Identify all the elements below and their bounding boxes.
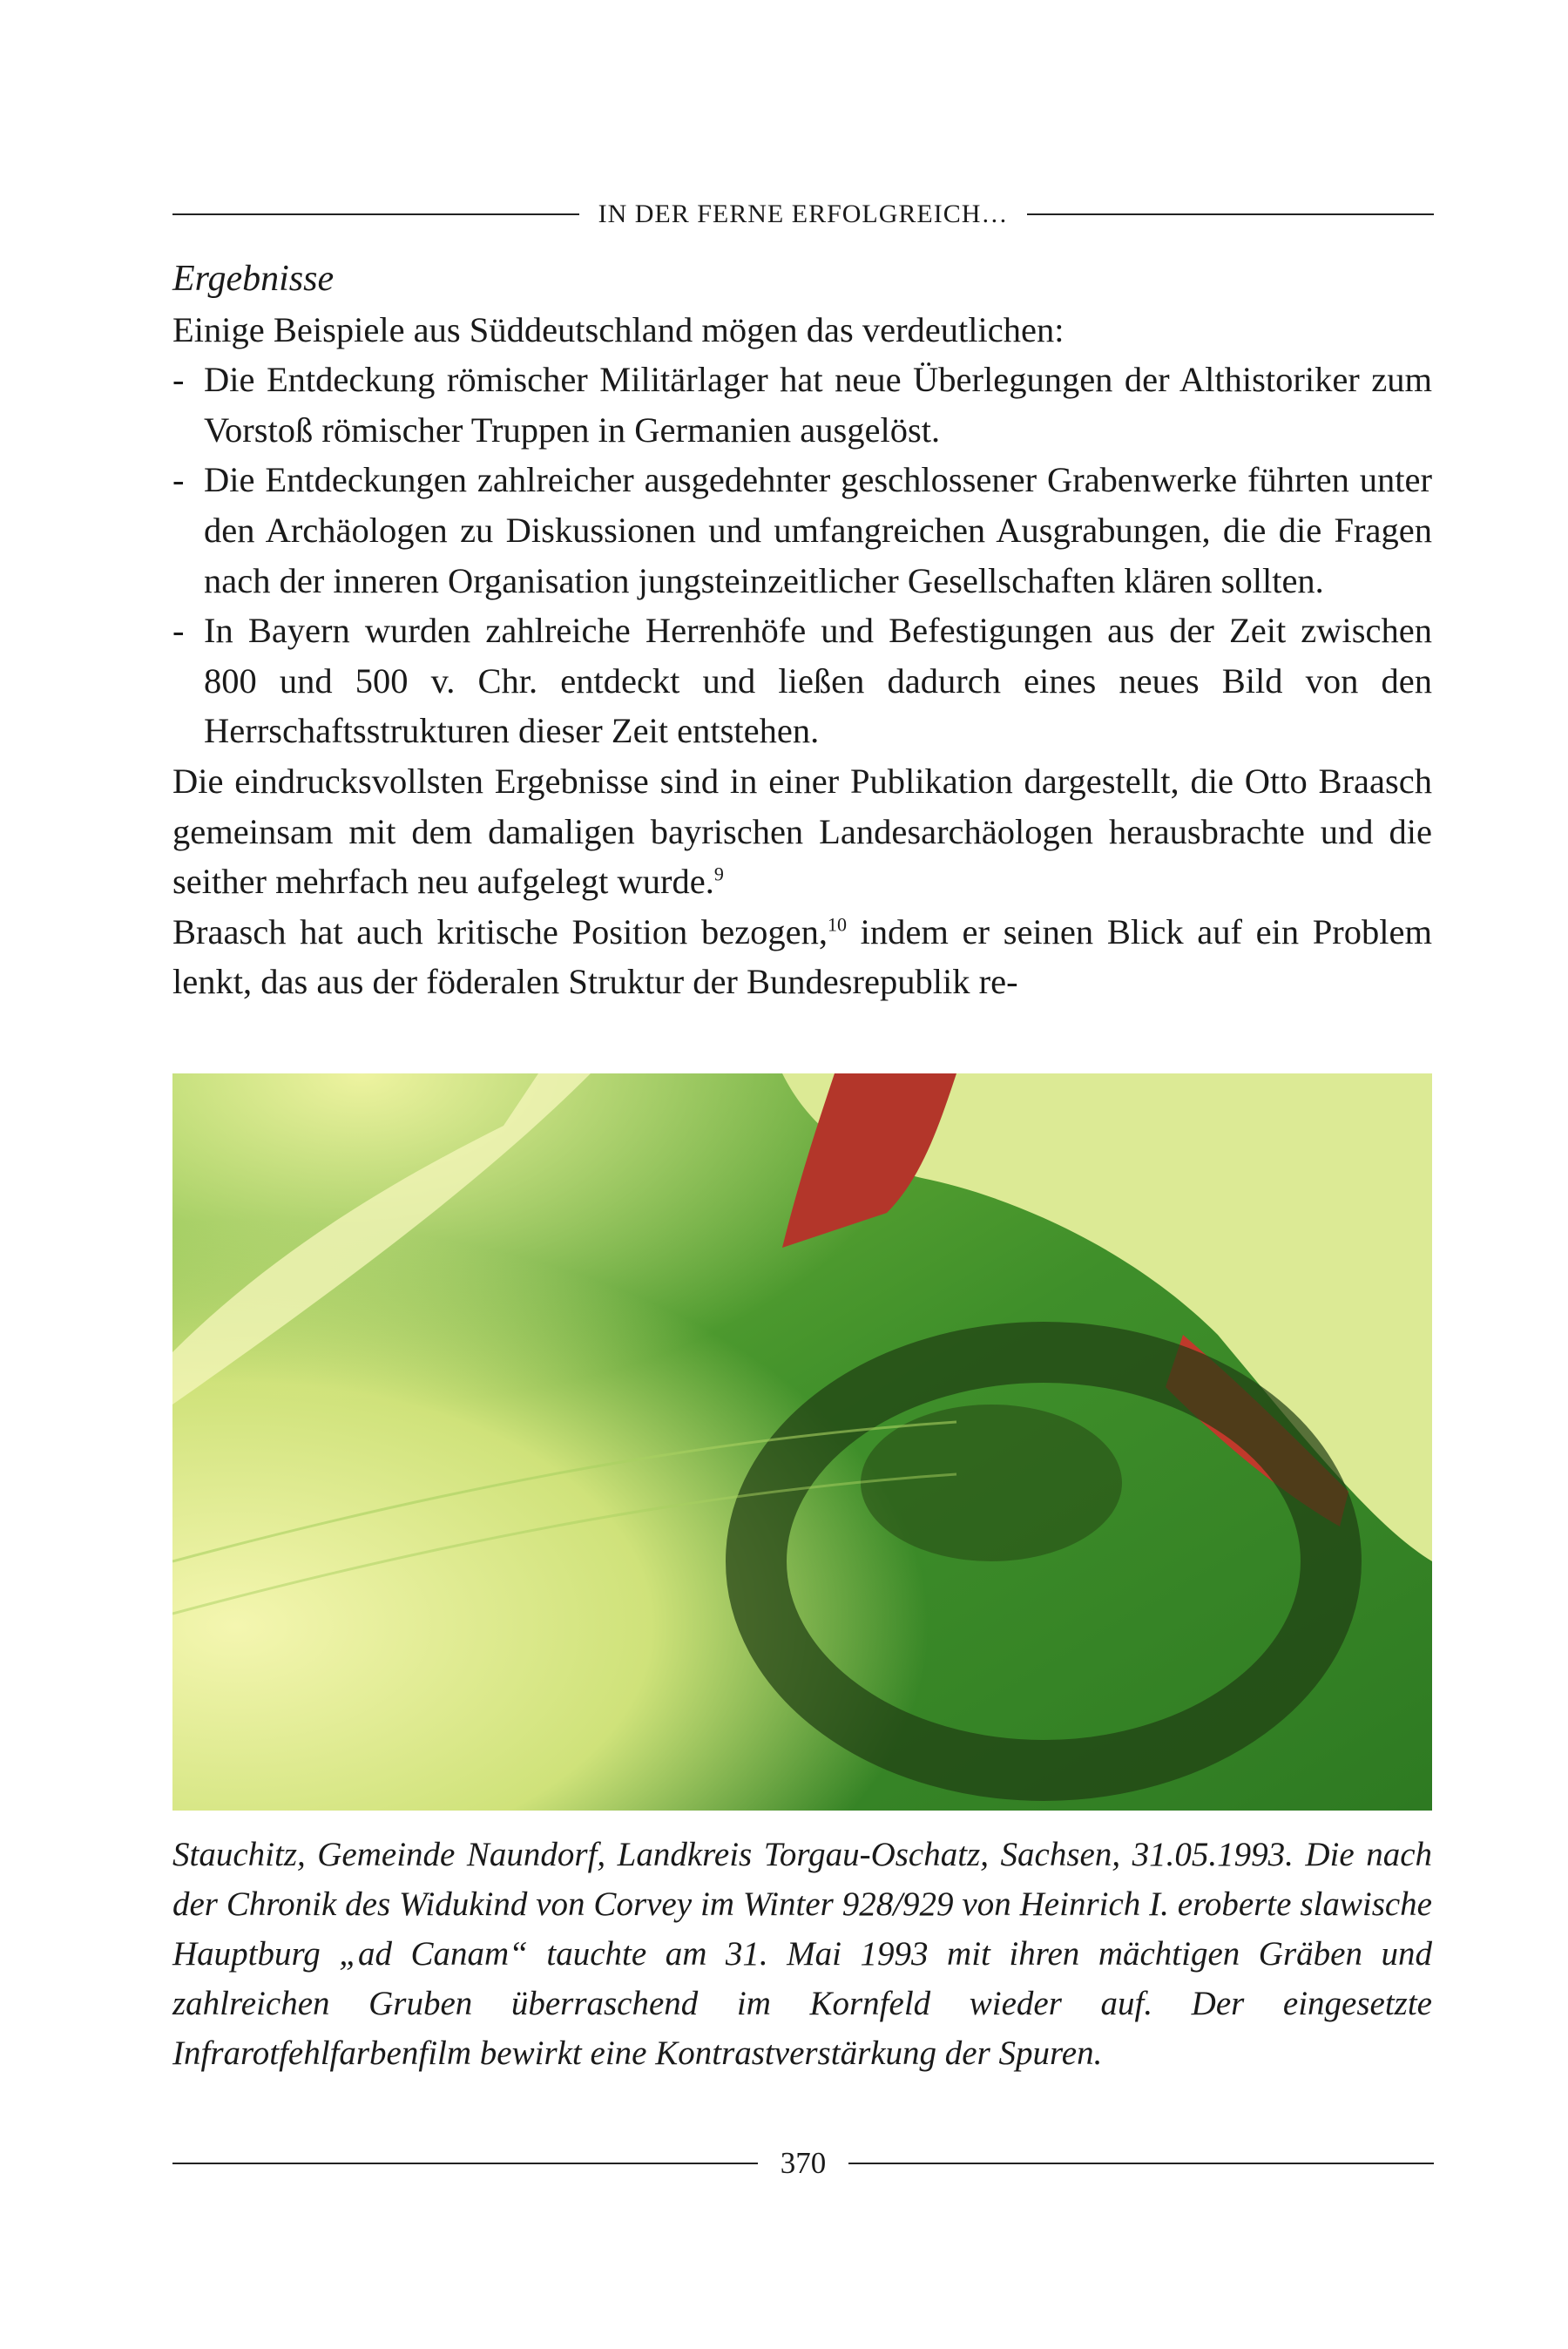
bullet-item — [172, 606, 1432, 756]
bullet-item — [172, 455, 1432, 606]
photo-caption: Stauchitz, Gemeinde Naundorf, Landkreis Torgau-Oschatz, Sachsen, 31.05.1993. Die nach der Chronik des Widukind von Corvey im Winter 928/929 von Heinrich I. eroberte slawische Hauptburg „ad Canam“ tauchte am 31. Mai 1993 mit ihren mächtigen Gräben und zahlreichen Gruben überraschend im Kornfeld wieder auf. Der eingesetzte Infrarotfehlfarbenfilm bewirkt eine Kontrastverstärkung der Spuren. — [172, 1836, 1432, 2072]
bullet-text: In Bayern wurden zahlreiche Herrenhöfe und Befestigungen aus der Zeit zwischen 800 und 500 v. Chr. entdeckt und ließen dadurch eines neues Bild von den Herrschaftsstrukturen dieser Zeit entstehen. — [204, 611, 1432, 751]
footer-rule-left — [172, 2163, 758, 2164]
bullet-text: Die Entdeckungen zahlreicher ausgedehnter geschlossener Grabenwerke führten unter den Archäologen zu Diskussionen und umfangreichen Ausgrabungen, die die Fragen nach der inneren Organisation jungsteinzeitlicher Gesellschaften klären sollten. — [204, 460, 1432, 600]
bullet-dash: - — [172, 360, 185, 400]
page-number: 370 — [780, 2146, 827, 2180]
paragraph-critical-end: indem er seinen Blick auf ein Problem lenkt, das aus der föderalen Struktur der Bundesrepublik re- — [172, 911, 1432, 1002]
paragraph-publication-text: Die eindrucksvollsten Ergebnisse sind in einer Publikation dargestellt, die Otto Braasch gemeinsam mit dem damaligen bayrischen Landesarchäologen herausbrachte und die seither mehrfach neu aufgelegt wurde. — [172, 761, 1432, 902]
aerial-infrared-photo — [172, 1073, 1432, 1811]
bullet-dash: - — [172, 611, 185, 651]
footnote-marker: 10 — [828, 913, 847, 936]
bullet-item — [172, 355, 1432, 455]
paragraph-critical-start: Braasch hat auch kritische Position bezogen, — [172, 911, 828, 951]
paragraph-publication — [172, 756, 1432, 907]
bullet-text: Die Entdeckung römischer Militärlager hat neue Überlegungen der Althistoriker zum Vorstoß römischer Truppen in Germanien ausgelöst. — [204, 360, 1432, 450]
header-rule-left — [172, 213, 579, 215]
intro-paragraph: Einige Beispiele aus Süddeutschland mögen das verdeutlichen: — [172, 309, 1064, 349]
section-heading: Ergebnisse — [172, 259, 335, 299]
paragraph-critical-position — [172, 907, 1432, 1007]
running-head — [172, 197, 1434, 232]
bullet-dash: - — [172, 460, 185, 500]
page-footer — [172, 2142, 1434, 2185]
footnote-marker: 9 — [713, 863, 724, 885]
body-text — [172, 254, 1432, 1007]
header-rule-right — [1027, 213, 1434, 215]
fortification-center — [861, 1405, 1122, 1561]
footer-rule-right — [848, 2163, 1434, 2164]
aerial-photo-image — [172, 1073, 1432, 1811]
running-head-title: IN DER FERNE ERFOLGREICH… — [598, 200, 1009, 228]
